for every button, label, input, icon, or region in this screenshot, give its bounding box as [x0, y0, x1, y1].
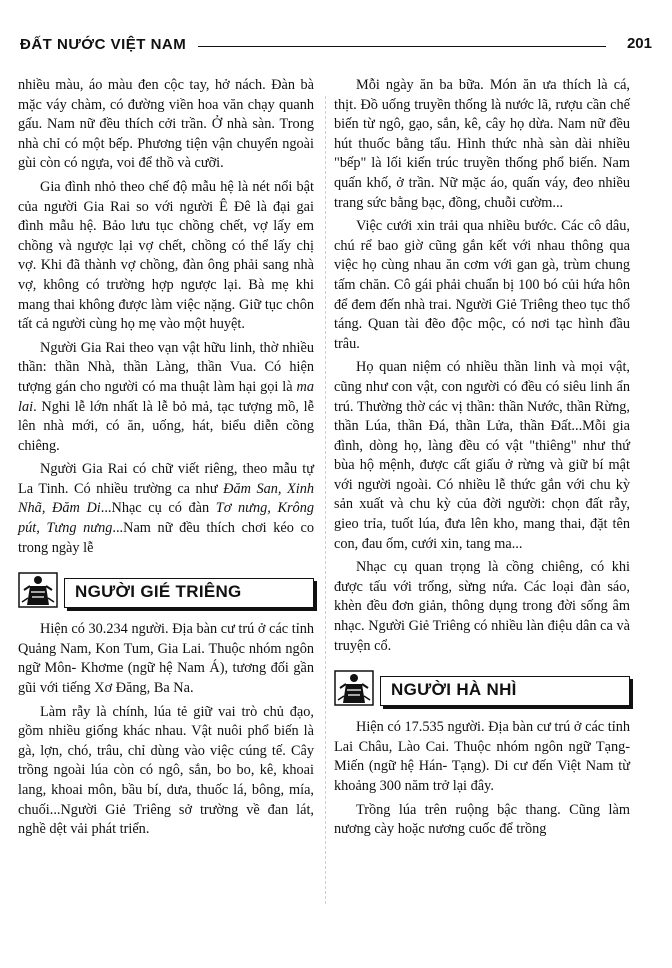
column-divider [325, 96, 326, 904]
paragraph: Hiện có 17.535 người. Địa bàn cư trú ở các tỉnh Lai Châu, Lào Cai. Thuộc nhóm ngôn ngữ Tạng- Miến (ngữ hệ Hán- Tạng). Di cư đến Việt Nam từ khoảng 300 năm trở lại đây. [334, 719, 630, 794]
paragraph: Gia đình nhỏ theo chế độ mẫu hệ là nét nổi bật của người Gia Rai so với người Ê Đê là đại gai đình mẫu hệ. Bảo lưu tục chồng chết, vợ lấy em chồng và ngược lại vợ chết, chồng có thể lấy chị vợ. Khi đã thành vợ chồng, đàn ông phải sang nhà vợ, không có trường hợp ngược lại. Bà mẹ khi mang thai không được làm việc nặng. Giữ tục chôn tất cả người cùng họ mẹ vào một huyệt. [18, 178, 314, 333]
header-rule [198, 46, 606, 47]
ethnic-figure-icon [334, 670, 374, 706]
paragraph: Hiện có 30.234 người. Địa bàn cư trú ở các tỉnh Quảng Nam, Kon Tum, Gia Lai. Thuộc nhóm ngôn ngữ Môn- Khơme (ngữ hệ Nam Á), tương đối gần gũi với tiếng Xơ Đăng, Ba Na. [18, 621, 314, 697]
running-title: ĐẤT NƯỚC VIỆT NAM [20, 36, 187, 53]
paragraph: Họ quan niệm có nhiều thần linh và mọi vật, cũng như con vật, con người có đều có siêu linh ẩn trú. Thường thờ các vị thần: thần Nước, thần Rừng, thần Lúa, thần Đá, thần Lửa, thần Đất...Mỗi gia đình, dòng họ, làng đều có vật "thiêng" như thứ bùa hộ mệnh, được cất giấu ở rừng và giữ bí mật với người ngoài. Có nhiều lễ thức gắn với chu kỳ sản xuất và chu kỳ của đời người: chọn đất rẫy, gieo trỉa, tuốt lúa, đưa lên kho, mang thai, đặt tên con, đau ốm, cưới xin, tang ma... [334, 359, 630, 552]
paragraph: Nhạc cụ quan trọng là cồng chiêng, có khi được tấu với trống, sừng nứa. Các loại đàn sáo, khèn đều đơn giản, thông dụng trong đời sống âm nhạc. Người Giẻ Triêng có nhiều làn điệu dân ca và truyện cổ. [334, 559, 630, 654]
section-title-box [380, 676, 630, 706]
paragraph: Người Gia Rai có chữ viết riêng, theo mẫu tự La Tinh. Có nhiều trường ca như Đăm San, Xinh Nhã, Đăm Di...Nhạc cụ có đàn Tơ nưng, Krông pút, Tưng nưng...Nam nữ đều thích chơi kéo co trong ngày lễ [18, 461, 315, 556]
section-heading-gie-trieng [18, 568, 314, 612]
running-header [20, 34, 652, 56]
paragraph: Người Gia Rai theo vạn vật hữu linh, thờ nhiều thần: thần Nhà, thần Làng, thần Vua. Có hiện tượng gán cho người có ma thuật làm hại gọi là ma lai. Nghi lễ lớn nhất là lễ bỏ mả, tạc tượng mồ, lễ lên nhà mới, có ăn, uống, hát, biểu diễn cồng chiêng. [18, 339, 314, 454]
left-column [18, 76, 314, 844]
right-column [334, 76, 630, 844]
paragraph: nhiều màu, áo màu đen cộc tay, hở nách. Đàn bà mặc váy chàm, có đường viền hoa văn chạy quanh gấu. Nam nữ đều thích cởi trần. Ở nhà sàn. Trong nhà chỉ có một bếp. Phương tiện vận chuyển ngoài gùi còn có ngựa, voi để thồ và cưỡi. [18, 77, 314, 172]
paragraph: Trồng lúa trên ruộng bậc thang. Cũng làm nương cày hoặc nương cuốc để trồng [334, 801, 630, 838]
section-heading-ha-nhi [334, 666, 630, 710]
section-title-box [64, 578, 314, 608]
paragraph: Việc cưới xin trải qua nhiều bước. Các cô dâu, chú rể bao giờ cũng gắn kết với nhau thông qua việc họ cùng nhau ăn cơm với gan gà, trùm chung tấm chăn. Cô gái phải chuẩn bị 100 bó củi hứa hôn để đem đến nhà trai. Người Giẻ Triêng theo tục thổ táng. Quan tài đẽo độc mộc, có nơi tạc hình đầu trâu. [334, 218, 630, 352]
ethnic-figure-icon [18, 572, 58, 608]
section-title: NGƯỜI HÀ NHÌ [391, 680, 517, 700]
paragraph: Làm rẫy là chính, lúa tẻ giữ vai trò chủ đạo, gồm nhiều giống khác nhau. Vật nuôi phổ biến là gà, lợn, chó, trâu, chỉ dùng vào việc cúng tế. Cây trồng ngoài lúa còn có ngô, sắn, bo bo, kê, khoai lang, khoai môn, bầu bí, dưa, thuốc lá, bông, mía, chuối...Người Giẻ Triêng sở trường về đan lát, nghề dệt vải phát triển. [18, 703, 314, 838]
section-title: NGƯỜI GIÉ TRIÊNG [75, 582, 242, 602]
paragraph: Mỗi ngày ăn ba bữa. Món ăn ưa thích là cá, thịt. Đồ uống truyền thống là nước lã, rượu cần chế biến từ ngô, gạo, sắn, kê, cây họ dừa. Nam nữ đều hút thuốc bằng tẩu. Hình thức nhà sàn dài nhiều "bếp" là lối kiến trúc truyền thống phổ biến. Nam quấn khố, ở trần. Nữ mặc áo, quấn váy, đeo nhiều trang sức bằng bạc, đồng, chuỗi cườm... [334, 77, 630, 211]
page-number: 201 [626, 35, 652, 52]
